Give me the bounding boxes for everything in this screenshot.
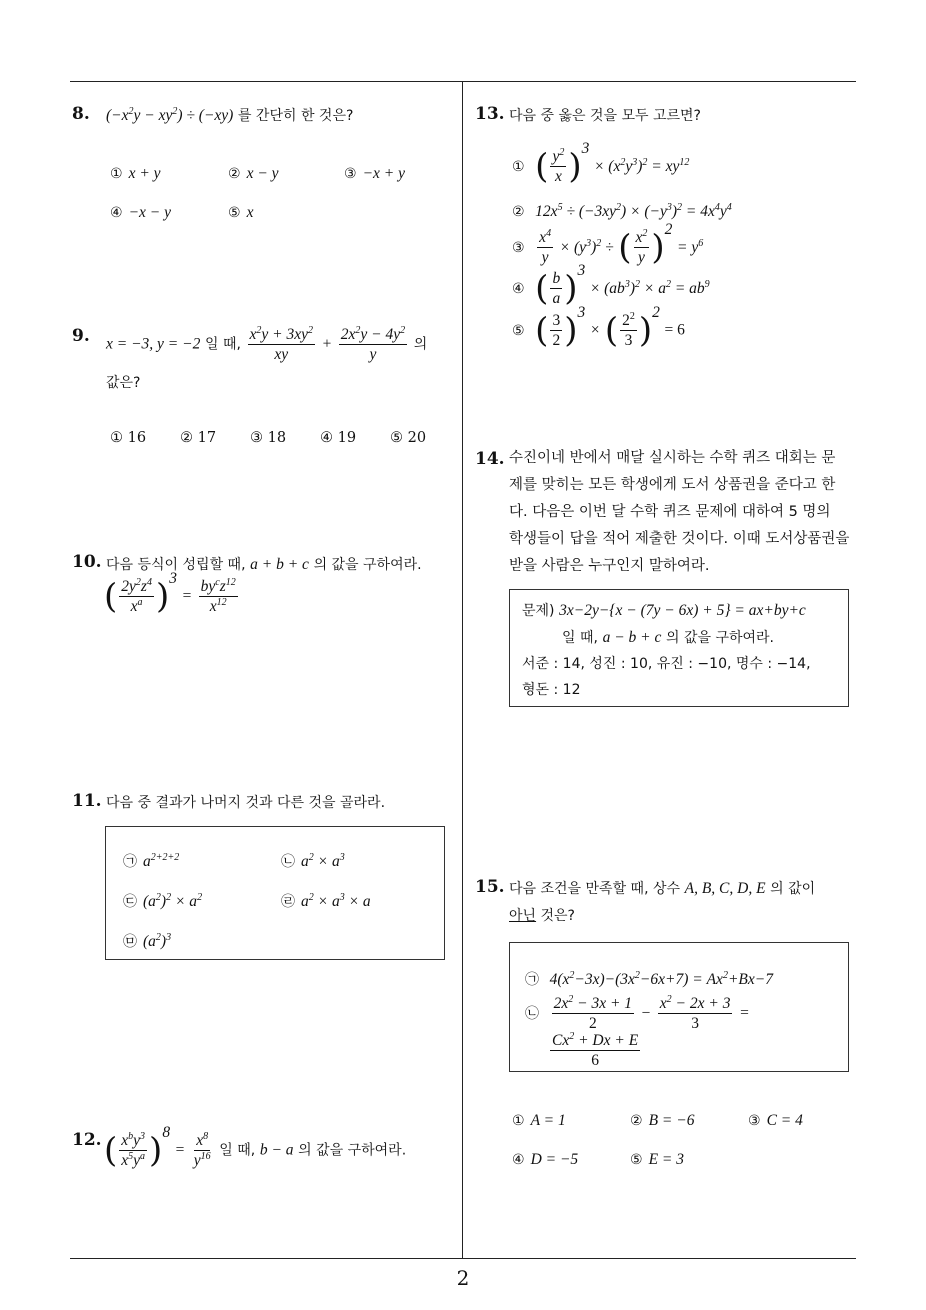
question-number: 12. (72, 1130, 102, 1150)
option-2[interactable]: ② 17 (180, 430, 217, 446)
option-3[interactable]: ③ −x + y (344, 165, 405, 182)
question-number: 11. (72, 791, 102, 811)
bottom-rule (70, 1258, 856, 1259)
student-answers: 서준 : 14, 성진 : 10, 유진 : −10, 명수 : −14, (522, 656, 811, 672)
option-3[interactable]: ③ 18 (250, 430, 287, 446)
choice-c[interactable]: ㉢ $(a^2)^2 \times a^2$ (123, 891, 203, 910)
conditions-box (509, 942, 849, 1072)
condition-a: ㉠ $4(x^2-3x)-(3x^2-6x+7) = Ax^2+Bx-7$ (525, 969, 773, 988)
option-1[interactable]: ① 16 (110, 430, 147, 446)
problem-equation: 문제) 3x−2y−{x − (7y − 6x) + 5} = ax+by+c (522, 602, 806, 619)
question-15-prompt-cont: 아닌 것은? (509, 908, 575, 924)
option-5[interactable]: ⑤ x (228, 204, 254, 221)
option-3[interactable]: ③ $\frac{x^4}{y}$ × $(y^3)^2$ ÷ ( $\frac{x^2}{y}$ )$^2 = y^6$ (512, 220, 704, 268)
choice-b[interactable]: ㉡ $a^2 \times a^3$ (281, 851, 345, 870)
option-4[interactable]: ④ −x − y (110, 204, 171, 221)
top-rule (70, 81, 856, 82)
question-number: 10. (72, 552, 102, 572)
question-12-prompt: ( $\frac{x^by^3}{x^5y^a}$ )$^8$ = $\frac{x^8}{y^{16}}$ 일 때, b − a 의 값을 구하여라. (104, 1123, 407, 1171)
question-9-prompt-cont: 값은? (106, 375, 141, 391)
option-3[interactable]: ③ C = 4 (748, 1112, 803, 1129)
option-2[interactable]: ② $12x^5 \div (-3xy^2) \times (-y^3)^2 = 4x^4y^4$ (512, 201, 732, 220)
choice-a[interactable]: ㉠ $a^{2+2+2}$ (123, 851, 180, 870)
option-1[interactable]: ① ( $\frac{y^2}{x}$ )$^3 \times (x^2y^3)^2 = xy^{12}$ (512, 139, 690, 187)
choice-e[interactable]: ㉤ $(a^2)^3$ (123, 931, 172, 950)
question-number: 8. (72, 104, 90, 124)
question-number: 13. (475, 104, 505, 124)
equation: ( $\frac{2y^2z^4}{x^a}$ )$^3$ = $\frac{by^cz^{12}}{x^{12}}$ (104, 569, 236, 617)
student-answers-cont: 형돈 : 12 (522, 682, 581, 698)
question-11-prompt: 다음 중 결과가 나머지 것과 다른 것을 골라라. (106, 795, 386, 811)
question-9-prompt: x = −3, y = −2 일 때, $\frac{x^2y + 3xy^2}{xy}$ + $\frac{2x^2y - 4y^2}{y}$ 의 (106, 324, 428, 364)
question-14-prompt: 수진이네 반에서 매달 실시하는 수학 퀴즈 대회는 문 제를 맞히는 모든 학생에게 도서 상품권을 준다고 한 다. 다음은 이번 달 수학 퀴즈 문제에 대하여 5 명의 학생들이 답을 적어 제출한 것이다. 이때 도서상품권을 받을 사람은 누구인지 말하여라. (509, 450, 850, 574)
condition-b: ㉡ $\frac{2x^2 - 3x + 1}{2}$ − $\frac{x^2 - 2x + 3}{3}$ = (525, 993, 750, 1033)
option-1[interactable]: ① A = 1 (512, 1112, 566, 1129)
question-15-prompt: 다음 조건을 만족할 때, 상수 A, B, C, D, E 의 값이 (509, 880, 816, 897)
option-1[interactable]: ① x + y (110, 165, 161, 182)
question-number: 14. (475, 449, 505, 469)
problem-condition: 일 때, a − b + c 의 값을 구하여라. (562, 629, 775, 646)
option-5[interactable]: ⑤ 20 (390, 430, 427, 446)
question-10-prompt: 다음 등식이 성립할 때, a + b + c 의 값을 구하여라. (106, 556, 422, 573)
question-number: 15. (475, 877, 505, 897)
option-4[interactable]: ④ ( $\frac{b}{a}$ )$^3 \times (ab^3)^2 \times a^2 = ab^9$ (512, 261, 710, 309)
option-2[interactable]: ② B = −6 (630, 1112, 695, 1129)
choice-d[interactable]: ㉣ $a^2 \times a^3 \times a$ (281, 891, 371, 910)
option-4[interactable]: ④ D = −5 (512, 1151, 579, 1168)
question-8-prompt: $(-x^2y - xy^2) \div (-xy)$ 를 간단히 한 것은? (106, 105, 354, 124)
option-5[interactable]: ⑤ E = 3 (630, 1151, 684, 1168)
option-2[interactable]: ② x − y (228, 165, 279, 182)
option-5[interactable]: ⑤ ( $\frac{3}{2}$ )$^3$ × ( $\frac{2^2}{3}$ )$^2$ = 6 (512, 303, 685, 351)
question-number: 9. (72, 326, 90, 346)
condition-b-rhs: $\frac{Cx^2 + Dx + E}{6}$ (552, 1030, 639, 1070)
question-13-prompt: 다음 중 옳은 것을 모두 고르면? (509, 108, 701, 124)
page-number: 2 (456, 1266, 470, 1290)
choices-box (105, 826, 445, 960)
column-divider (462, 82, 463, 1258)
problem-box (509, 589, 849, 707)
option-4[interactable]: ④ 19 (320, 430, 357, 446)
